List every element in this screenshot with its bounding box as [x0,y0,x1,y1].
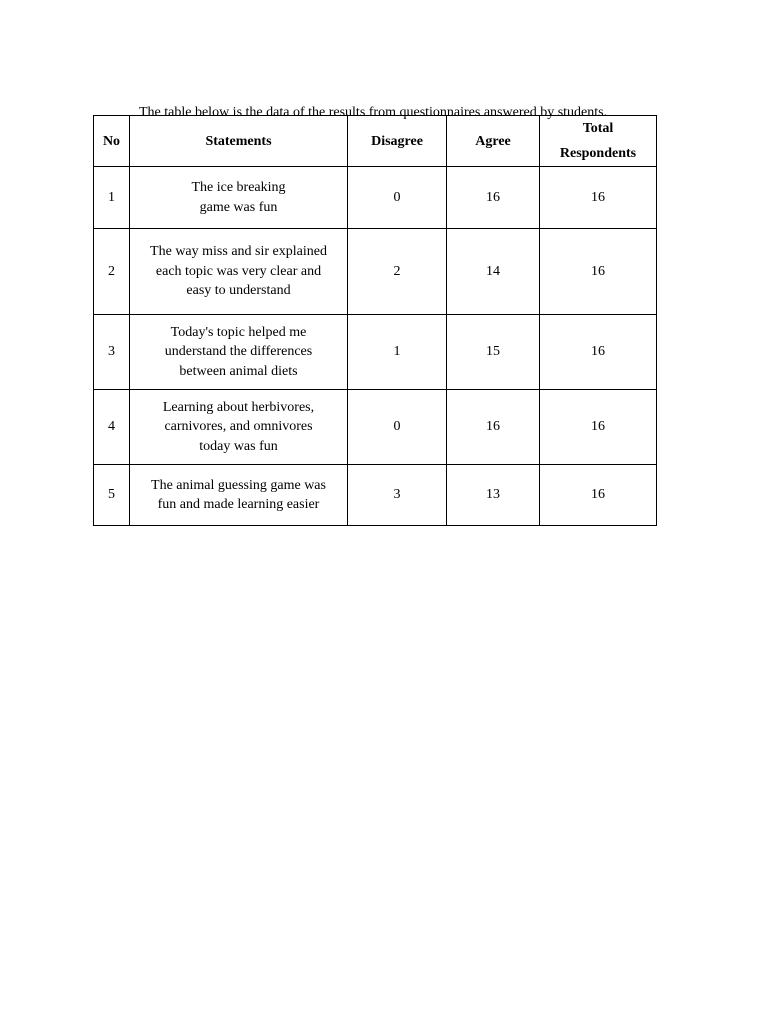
cell-disagree: 0 [348,167,447,229]
header-no: No [94,116,130,167]
cell-no: 4 [94,390,130,465]
cell-disagree: 1 [348,315,447,390]
cell-agree: 15 [447,315,540,390]
statement-line: game was fun [199,199,278,215]
cell-agree: 16 [447,167,540,229]
table-row [94,390,657,465]
cell-agree: 13 [447,465,540,526]
questionnaire-results-table [93,115,657,526]
table-row [94,167,657,229]
cell-no: 5 [94,465,130,526]
statement-line: between animal diets [179,363,298,379]
cell-statement [130,167,348,229]
cell-total: 16 [540,167,657,229]
cell-total: 16 [540,229,657,315]
statement-line: fun and made learning easier [157,497,320,512]
statement-line: The animal guessing game was [151,477,326,493]
cell-statement [130,390,348,465]
cell-disagree: 3 [348,465,447,526]
header-agree: Agree [447,116,540,167]
cell-total: 16 [540,315,657,390]
intro-paragraph: The table below is the data of the results from questionnaires answered by students. [139,105,608,120]
statement-line: each topic was very clear and [155,263,322,279]
table-row [94,315,657,390]
cell-statement [130,229,348,315]
cell-total: 16 [540,465,657,526]
statement-line: Today's topic helped me [170,324,307,340]
cell-disagree: 2 [348,229,447,315]
cell-statement [130,465,348,526]
cell-total: 16 [540,390,657,465]
statement-line: understand the differences [164,344,313,360]
cell-agree: 16 [447,390,540,465]
statement-line: The ice breaking [191,180,286,195]
cell-agree: 14 [447,229,540,315]
cell-no: 2 [94,229,130,315]
header-total-line2: Respondents [559,146,637,161]
header-statements: Statements [130,116,348,167]
statement-line: carnivores, and omnivores [164,419,313,435]
cell-no: 3 [94,315,130,390]
header-total-line1: Total [582,121,614,136]
statement-line: today was fun [199,438,278,454]
statement-line: easy to understand [186,283,291,299]
statement-line: Learning about herbivores, [162,399,315,415]
header-disagree: Disagree [348,116,447,167]
table-row [94,465,657,526]
table-row [94,229,657,315]
table-header-row [94,116,657,167]
cell-statement [130,315,348,390]
cell-no: 1 [94,167,130,229]
cell-disagree: 0 [348,390,447,465]
header-total-respondents [540,116,657,167]
statement-line: The way miss and sir explained [150,244,327,260]
